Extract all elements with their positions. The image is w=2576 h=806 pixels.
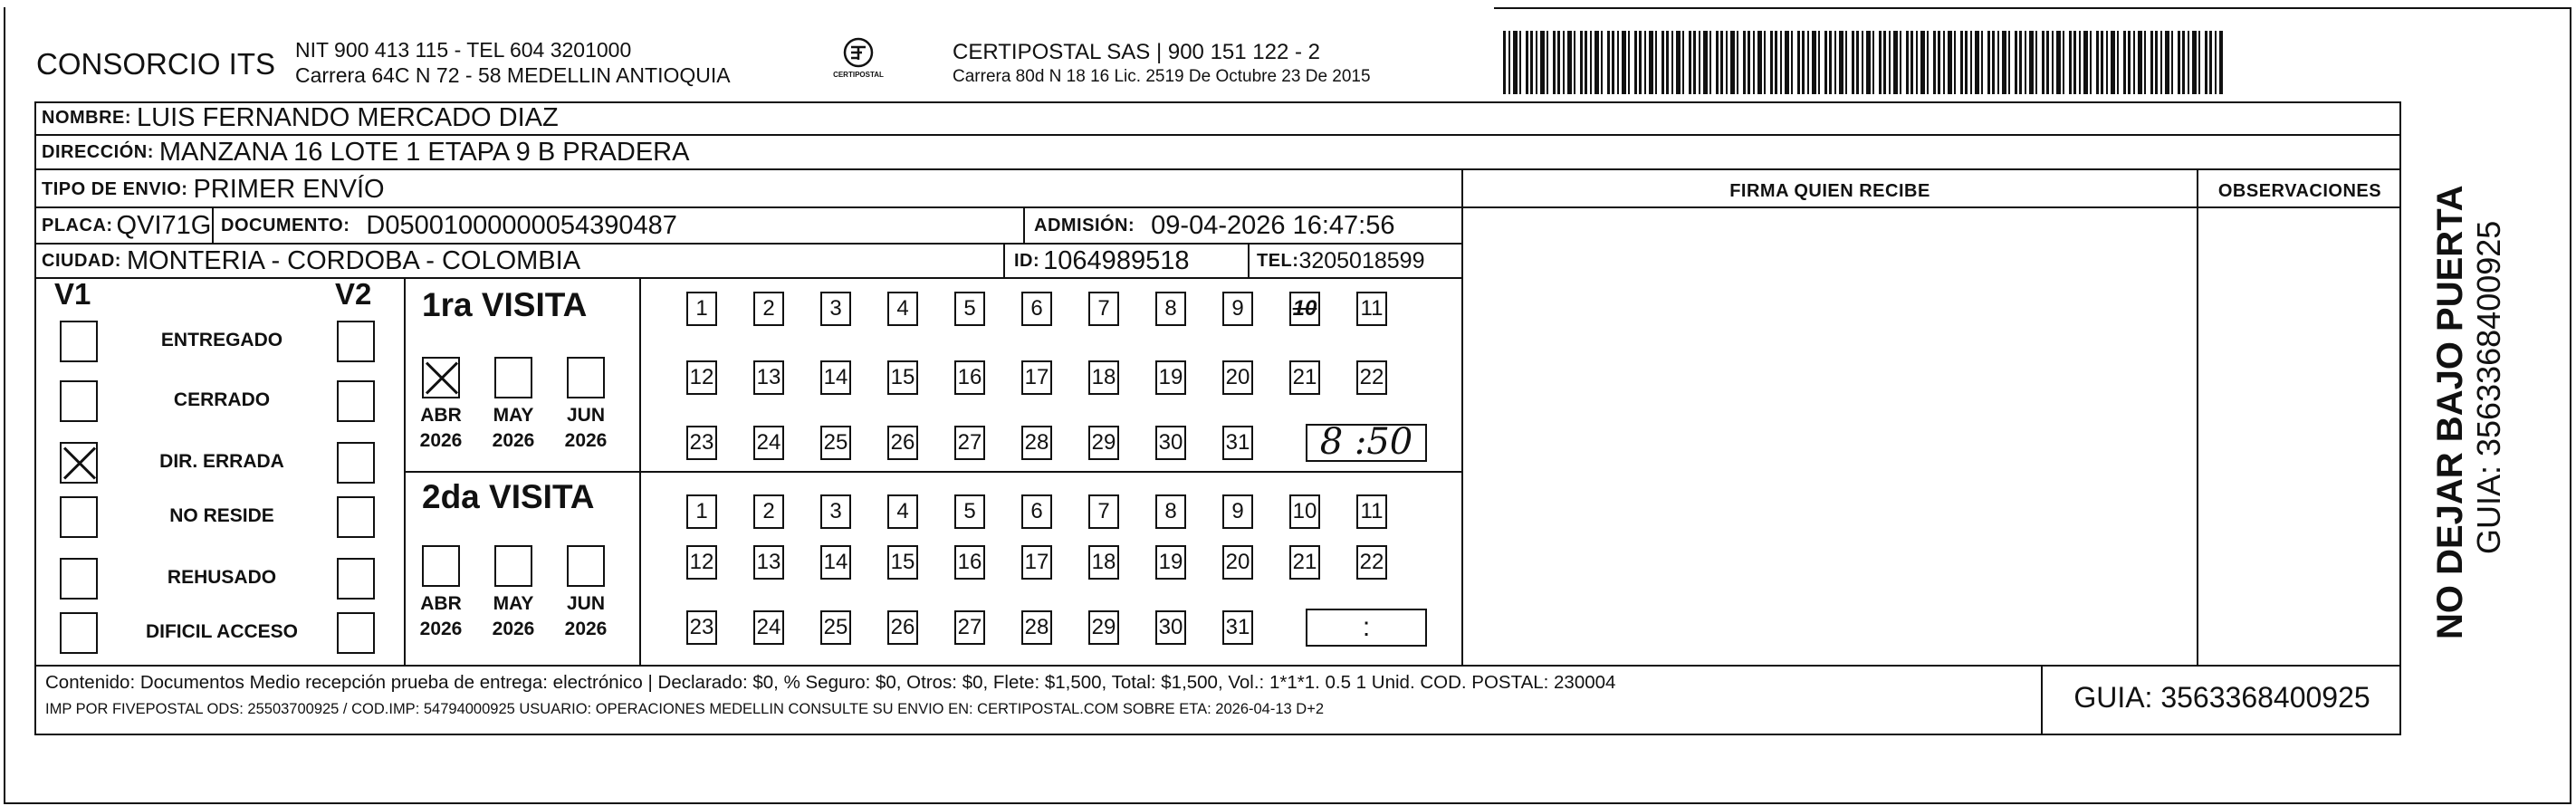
visit1-day-19[interactable]: 19	[1155, 360, 1186, 395]
visit1-day-23[interactable]: 23	[686, 426, 717, 460]
visit2-day-1[interactable]: 1	[686, 494, 717, 529]
status-label: NO RESIDE	[169, 505, 274, 526]
v1-checkbox-4[interactable]	[60, 558, 98, 600]
certipostal-logo	[831, 34, 886, 85]
visit1-day-18[interactable]: 18	[1088, 360, 1119, 395]
name-value: LUIS FERNANDO MERCADO DIAZ	[137, 102, 559, 132]
v2-label: V2	[335, 277, 372, 311]
visit1-day-28[interactable]: 28	[1021, 426, 1052, 460]
v2-checkbox-2[interactable]	[337, 442, 375, 484]
visit2-day-26[interactable]: 26	[887, 610, 918, 645]
visit2-day-16[interactable]: 16	[954, 545, 985, 580]
v1-checkbox-3[interactable]	[60, 496, 98, 538]
visit2-month-checkbox-1[interactable]	[494, 545, 532, 587]
visit1-month-checkbox-0[interactable]	[422, 357, 460, 398]
courier-address: Carrera 80d N 18 16 Lic. 2519 De Octubre 23 De 2015	[953, 67, 1371, 86]
visit2-day-10[interactable]: 10	[1289, 494, 1320, 529]
col-obs-left	[2197, 168, 2198, 665]
status-label: REHUSADO	[167, 567, 277, 588]
visit2-day-15[interactable]: 15	[887, 545, 918, 580]
visit2-day-8[interactable]: 8	[1155, 494, 1186, 529]
visit1-day-5[interactable]: 5	[954, 292, 985, 326]
visit1-month-checkbox-2[interactable]	[567, 357, 605, 398]
visit2-day-11[interactable]: 11	[1356, 494, 1387, 529]
visit2-month-label: MAY	[493, 593, 534, 614]
visit1-month-label: MAY	[493, 405, 534, 426]
col-id-tel	[1248, 243, 1250, 277]
visit1-day-27[interactable]: 27	[954, 426, 985, 460]
visit2-day-18[interactable]: 18	[1088, 545, 1119, 580]
visit2-time-field[interactable]	[1306, 609, 1427, 647]
visit2-day-12[interactable]: 12	[686, 545, 717, 580]
type-label: TIPO DE ENVIO:	[42, 178, 188, 199]
visit1-day-9[interactable]: 9	[1222, 292, 1253, 326]
rule-visits	[406, 471, 1463, 473]
type-value: PRIMER ENVÍO	[193, 174, 385, 204]
visit2-day-25[interactable]: 25	[820, 610, 851, 645]
v2-checkbox-0[interactable]	[337, 321, 375, 362]
visit2-day-22[interactable]: 22	[1356, 545, 1387, 580]
top-rule	[1494, 7, 2571, 9]
visit2-day-29[interactable]: 29	[1088, 610, 1119, 645]
visit1-day-4[interactable]: 4	[887, 292, 918, 326]
document-row	[221, 208, 677, 243]
col-city-id	[1003, 243, 1005, 277]
visit1-year-label: 2026	[492, 430, 535, 451]
document-value: D05001000000054390487	[366, 210, 677, 240]
v1-checkbox-1[interactable]	[60, 380, 98, 422]
logo-text: CERTIPOSTAL	[833, 71, 884, 79]
visit2-day-30[interactable]: 30	[1155, 610, 1186, 645]
visit1-day-30[interactable]: 30	[1155, 426, 1186, 460]
visit2-day-31[interactable]: 31	[1222, 610, 1253, 645]
tel-label: TEL:	[1257, 250, 1299, 271]
signature-header: FIRMA QUIEN RECIBE	[1729, 181, 1930, 201]
v2-checkbox-5[interactable]	[337, 612, 375, 654]
col-status-visit	[404, 277, 406, 665]
visit2-day-2[interactable]: 2	[753, 494, 784, 529]
visit1-day-17[interactable]: 17	[1021, 360, 1052, 395]
visit1-day-29[interactable]: 29	[1088, 426, 1119, 460]
visit1-month-label: ABR	[420, 405, 462, 426]
visit1-day-20[interactable]: 20	[1222, 360, 1253, 395]
visit1-day-3[interactable]: 3	[820, 292, 851, 326]
v1-checkbox-5[interactable]	[60, 612, 98, 654]
rule-header-cols	[1463, 206, 2401, 208]
visit1-year-label: 2026	[564, 430, 608, 451]
visit1-day-12[interactable]: 12	[686, 360, 717, 395]
company-name: CONSORCIO ITS	[36, 47, 276, 81]
visit1-day-2[interactable]: 2	[753, 292, 784, 326]
visit1-day-26[interactable]: 26	[887, 426, 918, 460]
visit2-day-27[interactable]: 27	[954, 610, 985, 645]
admission-row	[1034, 208, 1394, 243]
city-row	[42, 245, 580, 277]
visit2-time: :	[1362, 612, 1371, 642]
visit1-day-14[interactable]: 14	[820, 360, 851, 395]
visit2-year-label: 2026	[492, 619, 535, 639]
visit2-day-14[interactable]: 14	[820, 545, 851, 580]
visit1-day-16[interactable]: 16	[954, 360, 985, 395]
visit1-day-13[interactable]: 13	[753, 360, 784, 395]
plate-row	[42, 208, 211, 243]
admission-value: 09-04-2026 16:47:56	[1151, 210, 1395, 240]
visit1-day-25[interactable]: 25	[820, 426, 851, 460]
visit2-day-23[interactable]: 23	[686, 610, 717, 645]
visit2-day-7[interactable]: 7	[1088, 494, 1119, 529]
visit1-day-6[interactable]: 6	[1021, 292, 1052, 326]
visit2-month-checkbox-0[interactable]	[422, 545, 460, 587]
visit1-title: 1ra VISITA	[422, 286, 588, 323]
city-value: MONTERIA - CORDOBA - COLOMBIA	[126, 245, 581, 275]
visit2-year-label: 2026	[564, 619, 608, 639]
visit2-month-checkbox-2[interactable]	[567, 545, 605, 587]
footer-content-line: Contenido: Documentos Medio recepción prueba de entrega: electrónico | Declarado: $0, % Seguro: $0, Otros: $0, Flete: $1,500, Total: $1,500, Vol.: 1*1*1. 0.5 1 Unid. COD. POSTAL: 230004	[45, 672, 1616, 693]
side-guia: GUIA: 3563368400925	[2470, 220, 2507, 554]
visit1-month-checkbox-1[interactable]	[494, 357, 532, 398]
status-label: DIR. ERRADA	[159, 451, 284, 472]
status-label: ENTREGADO	[160, 330, 283, 350]
col-doc-adm	[1023, 206, 1025, 243]
v1-checkbox-2[interactable]	[60, 442, 98, 484]
visit2-day-9[interactable]: 9	[1222, 494, 1253, 529]
tel-row	[1257, 245, 1424, 277]
side-warning: NO DEJAR BAJO PUERTA	[2430, 185, 2470, 639]
visit1-day-8[interactable]: 8	[1155, 292, 1186, 326]
visit2-month-label: ABR	[420, 593, 462, 614]
document-label: DOCUMENTO:	[221, 215, 350, 235]
address-label: DIRECCIÓN:	[42, 141, 154, 162]
visit1-year-label: 2026	[419, 430, 463, 451]
visit1-day-24[interactable]: 24	[753, 426, 784, 460]
visit1-day-15[interactable]: 15	[887, 360, 918, 395]
observations-header: OBSERVACIONES	[2217, 181, 2382, 201]
plate-label: PLACA:	[42, 215, 113, 235]
address-value: MANZANA 16 LOTE 1 ETAPA 9 B PRADERA	[158, 137, 690, 167]
barcode	[1503, 31, 2223, 94]
v1-checkbox-0[interactable]	[60, 321, 98, 362]
visit1-day-21[interactable]: 21	[1289, 360, 1320, 395]
status-label: DIFICIL ACCESO	[145, 621, 298, 642]
visit2-day-17[interactable]: 17	[1021, 545, 1052, 580]
v2-checkbox-1[interactable]	[337, 380, 375, 422]
visit1-day-10[interactable]: 10	[1289, 292, 1320, 326]
visit2-day-28[interactable]: 28	[1021, 610, 1052, 645]
col-months-days	[639, 277, 641, 665]
visit1-day-11[interactable]: 11	[1356, 292, 1387, 326]
name-label: NOMBRE:	[42, 107, 132, 128]
id-label: ID:	[1014, 250, 1040, 271]
name-row	[42, 101, 559, 134]
visit2-day-6[interactable]: 6	[1021, 494, 1052, 529]
visit2-day-3[interactable]: 3	[820, 494, 851, 529]
visit2-day-5[interactable]: 5	[954, 494, 985, 529]
visit2-month-label: JUN	[566, 593, 605, 614]
visit2-day-20[interactable]: 20	[1222, 545, 1253, 580]
visit2-year-label: 2026	[419, 619, 463, 639]
rule-city	[34, 277, 1463, 279]
visit2-title: 2da VISITA	[422, 478, 595, 515]
id-row	[1014, 245, 1189, 277]
address-row	[42, 136, 689, 168]
admission-label: ADMISIÓN:	[1034, 215, 1135, 235]
company-address: Carrera 64C N 72 - 58 MEDELLIN ANTIOQUIA	[295, 63, 731, 87]
visit1-day-22[interactable]: 22	[1356, 360, 1387, 395]
company-nit: NIT 900 413 115 - TEL 604 3201000	[295, 38, 632, 62]
city-label: CIUDAD:	[42, 250, 121, 271]
col-plate-doc	[212, 206, 214, 243]
footer-guia: GUIA: 3563368400925	[2073, 681, 2370, 714]
rule-address	[34, 168, 2401, 170]
visit1-day-7[interactable]: 7	[1088, 292, 1119, 326]
visit1-day-31[interactable]: 31	[1222, 426, 1253, 460]
courier-name: CERTIPOSTAL SAS | 900 151 122 - 2	[953, 40, 1320, 64]
v2-checkbox-4[interactable]	[337, 558, 375, 600]
v2-checkbox-3[interactable]	[337, 496, 375, 538]
visit2-day-21[interactable]: 21	[1289, 545, 1320, 580]
id-value: 1064989518	[1043, 245, 1190, 275]
visit1-month-label: JUN	[566, 405, 605, 426]
plate-value: QVI71G	[116, 210, 212, 240]
visit2-day-24[interactable]: 24	[753, 610, 784, 645]
visit1-time: 8 :50	[1319, 421, 1413, 463]
visit2-day-19[interactable]: 19	[1155, 545, 1186, 580]
visit1-time-field[interactable]	[1306, 421, 1427, 463]
rule-footer	[34, 665, 2401, 667]
visit2-day-4[interactable]: 4	[887, 494, 918, 529]
visit2-day-13[interactable]: 13	[753, 545, 784, 580]
type-row	[42, 172, 385, 206]
tel-value: 3205018599	[1298, 247, 1425, 273]
footer-print-line: IMP POR FIVEPOSTAL ODS: 25503700925 / COD.IMP: 54794000925 USUARIO: OPERACIONES MEDELLIN CONSULTE SU ENVIO EN: CERTIPOSTAL.COM SOBRE ETA: 2026-04-13 D+2	[45, 701, 1325, 717]
visit1-day-1[interactable]: 1	[686, 292, 717, 326]
col-signature-left	[1461, 168, 1463, 665]
status-label: CERRADO	[173, 389, 271, 410]
v1-label: V1	[54, 277, 91, 311]
